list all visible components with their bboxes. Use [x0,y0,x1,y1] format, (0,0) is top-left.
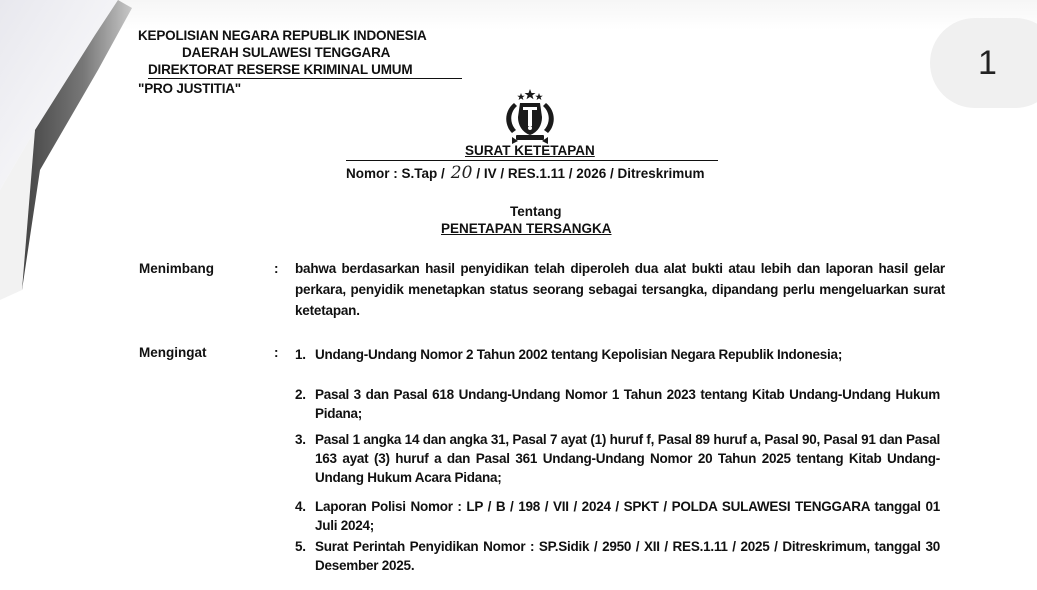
title-rule [346,160,718,161]
document-title: SURAT KETETAPAN [465,143,595,158]
list-item-number: 5. [295,539,306,554]
subject-title: PENETAPAN TERSANGKA [441,221,612,236]
list-item-text: Surat Perintah Penyidikan Nomor : SP.Sidik / 2950 / XII / RES.1.11 / 2025 / Ditreskrimum, tanggal 30 Desember 2025. [315,539,940,573]
letterhead-line-1: KEPOLISIAN NEGARA REPUBLIK INDONESIA [138,28,427,43]
mengingat-colon: : [274,345,279,360]
list-item-number: 2. [295,387,306,402]
document-number [346,163,705,183]
list-item-text: Undang-Undang Nomor 2 Tahun 2002 tentang Kepolisian Negara Republik Indonesia; [315,347,843,362]
police-emblem-icon [498,87,562,147]
list-item-number: 3. [295,432,306,447]
letterhead-line-2: DAERAH SULAWESI TENGGARA [182,45,391,60]
list-item-number: 4. [295,499,306,514]
nomor-handwritten: 20 [450,163,473,183]
page-fold-shadow [0,0,160,300]
nomor-suffix: / IV / RES.1.11 / 2026 / Ditreskrimum [476,166,705,181]
menimbang-text: bahwa berdasarkan hasil penyidikan telah diperoleh dua alat bukti atau lebih dan laporan hasil gelar perkara, penyidik menetapkan status seorang sebagai tersangka, dipandang perlu mengeluarkan surat ketetapan. [295,261,945,318]
menimbang-label: Menimbang [139,261,215,276]
page-number: 1 [978,44,997,82]
pro-justitia-label: "PRO JUSTITIA" [138,81,242,96]
list-item-number: 1. [295,347,306,362]
letterhead-line-3: DIREKTORAT RESERSE KRIMINAL UMUM [148,62,413,77]
mengingat-label: Mengingat [139,345,207,360]
list-item-text: Laporan Polisi Nomor : LP / B / 198 / VII / 2024 / SPKT / POLDA SULAWESI TENGGARA tanggal 01 Juli 2024; [315,499,940,533]
menimbang-colon: : [274,261,279,276]
letterhead-underline [148,78,462,79]
list-item-text: Pasal 3 dan Pasal 618 Undang-Undang Nomor 1 Tahun 2023 tentang Kitab Undang-Undang Hukum Pidana; [315,387,940,421]
nomor-prefix: Nomor : S.Tap / [346,166,445,181]
list-item-text: Pasal 1 angka 14 dan angka 31, Pasal 7 ayat (1) huruf f, Pasal 89 huruf a, Pasal 90, Pasal 91 dan Pasal 163 ayat (3) huruf a dan Pasal 361 Undang-Undang Nomor 20 Tahun 2025 tentang Kitab Undang-Undang Hukum Acara Pidana; [315,432,940,485]
tentang-label: Tentang [510,204,562,219]
